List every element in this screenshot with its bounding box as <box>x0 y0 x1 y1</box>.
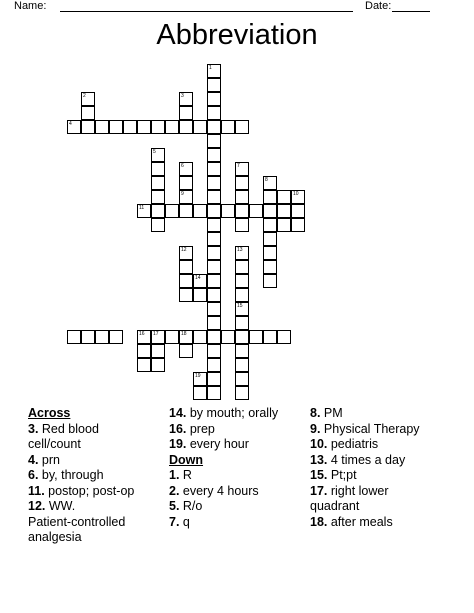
grid-cell[interactable] <box>193 288 207 302</box>
clue-text: postop; post-op <box>48 483 135 498</box>
grid-cell[interactable] <box>151 176 165 190</box>
grid-cell[interactable] <box>151 218 165 232</box>
grid-cell[interactable] <box>81 330 95 344</box>
grid-cell[interactable] <box>109 330 123 344</box>
clue-item <box>169 422 304 438</box>
clue-number: 2. <box>169 483 183 498</box>
grid-cell-number: 8 <box>265 177 268 183</box>
grid-cell-number: 14 <box>195 275 201 281</box>
clue-item <box>28 422 163 453</box>
grid-cell[interactable] <box>165 204 179 218</box>
clue-text: prep <box>189 421 215 436</box>
grid-cell-number: 5 <box>153 149 156 155</box>
grid-cell[interactable] <box>137 344 151 358</box>
grid-cell[interactable] <box>165 120 179 134</box>
page-title: Abbreviation <box>156 19 318 51</box>
clue-text: right lower <box>330 483 389 498</box>
clue-text: by mouth; orally <box>189 406 279 420</box>
grid-cell[interactable] <box>235 358 249 372</box>
grid-cell-number: 6 <box>181 163 184 169</box>
grid-cell[interactable] <box>179 260 193 274</box>
clue-text: cell/count <box>28 437 81 451</box>
clue-text: R/o <box>182 499 203 513</box>
clue-number: 7. <box>169 514 183 529</box>
grid-cell[interactable] <box>207 218 221 232</box>
grid-cell[interactable] <box>151 204 165 218</box>
grid-cell[interactable] <box>151 330 165 344</box>
grid-cell[interactable] <box>263 246 277 260</box>
grid-cell[interactable] <box>235 344 249 358</box>
grid-cell-number: 16 <box>139 331 145 337</box>
grid-cell[interactable] <box>235 190 249 204</box>
grid-cell[interactable] <box>207 260 221 274</box>
grid-cell[interactable] <box>95 120 109 134</box>
grid-cell[interactable] <box>263 232 277 246</box>
clue-number: 10. <box>310 437 331 451</box>
grid-cell[interactable] <box>235 176 249 190</box>
grid-cell[interactable] <box>235 316 249 330</box>
grid-cell[interactable] <box>179 204 193 218</box>
grid-cell[interactable] <box>137 330 151 344</box>
clue-item <box>169 515 304 531</box>
grid-cell[interactable] <box>221 120 235 134</box>
grid-cell[interactable] <box>235 204 249 218</box>
grid-cell[interactable] <box>235 330 249 344</box>
clue-item <box>310 437 470 453</box>
grid-cell[interactable] <box>165 330 179 344</box>
grid-cell-number: 12 <box>181 247 187 253</box>
grid-cell[interactable] <box>207 176 221 190</box>
date-label: Date: <box>365 0 392 12</box>
grid-cell[interactable] <box>193 120 207 134</box>
grid-cell[interactable] <box>277 218 291 232</box>
grid-cell-number: 17 <box>153 331 159 337</box>
grid-cell[interactable] <box>277 330 291 344</box>
clue-text: R <box>182 468 192 482</box>
grid-cell[interactable] <box>81 120 95 134</box>
clue-number: 16. <box>169 421 190 436</box>
grid-cell[interactable] <box>277 204 291 218</box>
clue-list <box>0 406 474 613</box>
clue-text: analgesia <box>28 530 82 544</box>
grid-cell[interactable] <box>207 274 221 288</box>
grid-cell[interactable] <box>179 176 193 190</box>
clue-number: 15. <box>310 468 331 482</box>
grid-cell[interactable] <box>137 358 151 372</box>
clue-column-3 <box>310 406 470 530</box>
grid-cell[interactable] <box>109 120 123 134</box>
grid-cell[interactable] <box>207 316 221 330</box>
grid-cell[interactable] <box>235 246 249 260</box>
clue-text: Physical Therapy <box>323 421 420 436</box>
clue-item <box>169 406 304 422</box>
clue-number: 6. <box>28 468 42 482</box>
grid-cell[interactable] <box>207 190 221 204</box>
clue-section-heading: Across <box>28 406 71 420</box>
grid-cell-number: 2 <box>83 93 86 99</box>
clue-text: Pt;pt <box>330 468 357 482</box>
grid-cell[interactable] <box>151 358 165 372</box>
clue-number: 12. <box>28 499 49 513</box>
clue-text: 4 times a day <box>330 452 406 467</box>
grid-cell[interactable] <box>235 274 249 288</box>
clue-text: by, through <box>41 468 104 482</box>
grid-cell[interactable] <box>235 372 249 386</box>
grid-cell[interactable] <box>81 106 95 120</box>
grid-cell[interactable] <box>263 260 277 274</box>
grid-cell-number: 15 <box>237 303 243 309</box>
grid-cell[interactable] <box>81 92 95 106</box>
clue-section-heading: Down <box>169 452 204 467</box>
grid-cell[interactable] <box>151 162 165 176</box>
grid-cell-number: 7 <box>237 163 240 169</box>
grid-cell[interactable] <box>151 148 165 162</box>
clue-item <box>169 499 304 515</box>
clue-text: Patient-controlled <box>28 514 126 529</box>
clue-item <box>169 468 304 484</box>
clue-item <box>28 499 163 546</box>
grid-cell[interactable] <box>207 232 221 246</box>
clue-item <box>28 484 163 500</box>
clue-item <box>169 437 304 453</box>
clue-number: 5. <box>169 499 183 513</box>
grid-cell[interactable] <box>221 204 235 218</box>
grid-cell-number: 19 <box>195 373 201 379</box>
grid-cell-number: 11 <box>139 205 145 211</box>
grid-cell[interactable] <box>123 120 137 134</box>
grid-cell[interactable] <box>235 260 249 274</box>
grid-cell[interactable] <box>179 190 193 204</box>
clue-text: prn <box>41 452 60 467</box>
clue-item <box>310 406 470 422</box>
clue-number: 4. <box>28 452 42 467</box>
grid-cell[interactable] <box>207 134 221 148</box>
clue-text: quadrant <box>310 499 360 513</box>
clue-text: q <box>182 514 190 529</box>
grid-cell[interactable] <box>235 302 249 316</box>
clue-number: 8. <box>310 406 324 420</box>
clue-column-1 <box>28 406 163 546</box>
grid-cell[interactable] <box>249 204 263 218</box>
grid-cell-number: 13 <box>237 247 243 253</box>
grid-cell[interactable] <box>291 204 305 218</box>
clue-text: PM <box>323 406 343 420</box>
grid-cell[interactable] <box>151 190 165 204</box>
clue-item <box>28 453 163 469</box>
clue-text: every hour <box>189 437 249 451</box>
clue-number: 13. <box>310 452 331 467</box>
grid-cell-number: 3 <box>181 93 184 99</box>
grid-cell[interactable] <box>263 190 277 204</box>
clue-item <box>28 468 163 484</box>
grid-cell[interactable] <box>151 120 165 134</box>
grid-cell[interactable] <box>207 358 221 372</box>
grid-cell[interactable] <box>179 120 193 134</box>
grid-cell[interactable] <box>263 274 277 288</box>
grid-cell[interactable] <box>207 120 221 134</box>
grid-cell[interactable] <box>207 246 221 260</box>
clue-item <box>169 484 304 500</box>
grid-cell[interactable] <box>179 344 193 358</box>
clue-text: pediatris <box>330 437 379 451</box>
grid-cell[interactable] <box>291 218 305 232</box>
grid-cell[interactable] <box>207 64 221 78</box>
clue-number: 17. <box>310 483 331 498</box>
clue-number: 3. <box>28 421 42 436</box>
grid-cell[interactable] <box>207 386 221 400</box>
grid-cell[interactable] <box>193 204 207 218</box>
clue-number: 19. <box>169 437 190 451</box>
clue-text: Red blood <box>41 421 99 436</box>
grid-cell[interactable] <box>207 148 221 162</box>
grid-cell-number: 18 <box>181 331 187 337</box>
grid-cell[interactable] <box>179 246 193 260</box>
clue-number: 14. <box>169 406 190 420</box>
grid-cell[interactable] <box>235 162 249 176</box>
grid-cell[interactable] <box>179 106 193 120</box>
grid-cell[interactable] <box>235 288 249 302</box>
clue-text: every 4 hours <box>182 483 259 498</box>
grid-cell[interactable] <box>235 386 249 400</box>
grid-cell[interactable] <box>179 288 193 302</box>
grid-cell[interactable] <box>137 120 151 134</box>
grid-cell[interactable] <box>95 330 109 344</box>
grid-cell[interactable] <box>193 330 207 344</box>
grid-cell[interactable] <box>67 120 81 134</box>
grid-cell[interactable] <box>263 218 277 232</box>
grid-cell[interactable] <box>235 120 249 134</box>
clue-item <box>310 484 470 515</box>
grid-cell[interactable] <box>207 106 221 120</box>
grid-cell[interactable] <box>193 386 207 400</box>
grid-cell[interactable] <box>179 274 193 288</box>
grid-cell[interactable] <box>207 330 221 344</box>
grid-cell[interactable] <box>263 176 277 190</box>
clue-number: 1. <box>169 468 183 482</box>
grid-cell[interactable] <box>207 302 221 316</box>
clue-number: 18. <box>310 514 331 529</box>
clue-number: 9. <box>310 421 324 436</box>
grid-cell[interactable] <box>249 330 263 344</box>
grid-cell[interactable] <box>221 330 235 344</box>
grid-cell[interactable] <box>179 92 193 106</box>
grid-cell[interactable] <box>207 288 221 302</box>
grid-cell[interactable] <box>207 78 221 92</box>
grid-cell[interactable] <box>179 162 193 176</box>
clue-item <box>310 468 470 484</box>
grid-cell[interactable] <box>193 274 207 288</box>
grid-cell[interactable] <box>263 330 277 344</box>
grid-cell[interactable] <box>207 92 221 106</box>
clue-item <box>310 453 470 469</box>
grid-cell[interactable] <box>235 218 249 232</box>
grid-cell[interactable] <box>179 330 193 344</box>
grid-cell[interactable] <box>277 190 291 204</box>
grid-cell[interactable] <box>151 344 165 358</box>
name-label: Name: <box>14 0 47 12</box>
clue-number: 11. <box>28 483 49 498</box>
grid-cell[interactable] <box>193 372 207 386</box>
clue-text: after meals <box>330 514 393 529</box>
clue-item <box>310 422 470 438</box>
grid-cell[interactable] <box>207 204 221 218</box>
grid-cell[interactable] <box>291 190 305 204</box>
grid-cell[interactable] <box>207 162 221 176</box>
grid-cell-number: 10 <box>293 191 299 197</box>
clue-item <box>310 515 470 531</box>
clue-text: WW. <box>48 499 76 513</box>
grid-cell[interactable] <box>67 330 81 344</box>
grid-cell[interactable] <box>137 204 151 218</box>
grid-cell-number: 9 <box>181 191 184 197</box>
grid-cell[interactable] <box>207 344 221 358</box>
grid-cell[interactable] <box>207 372 221 386</box>
clue-column-2 <box>169 406 304 530</box>
grid-cell-number: 1 <box>209 65 212 71</box>
grid-cell-number: 4 <box>69 121 72 127</box>
grid-cell[interactable] <box>263 204 277 218</box>
